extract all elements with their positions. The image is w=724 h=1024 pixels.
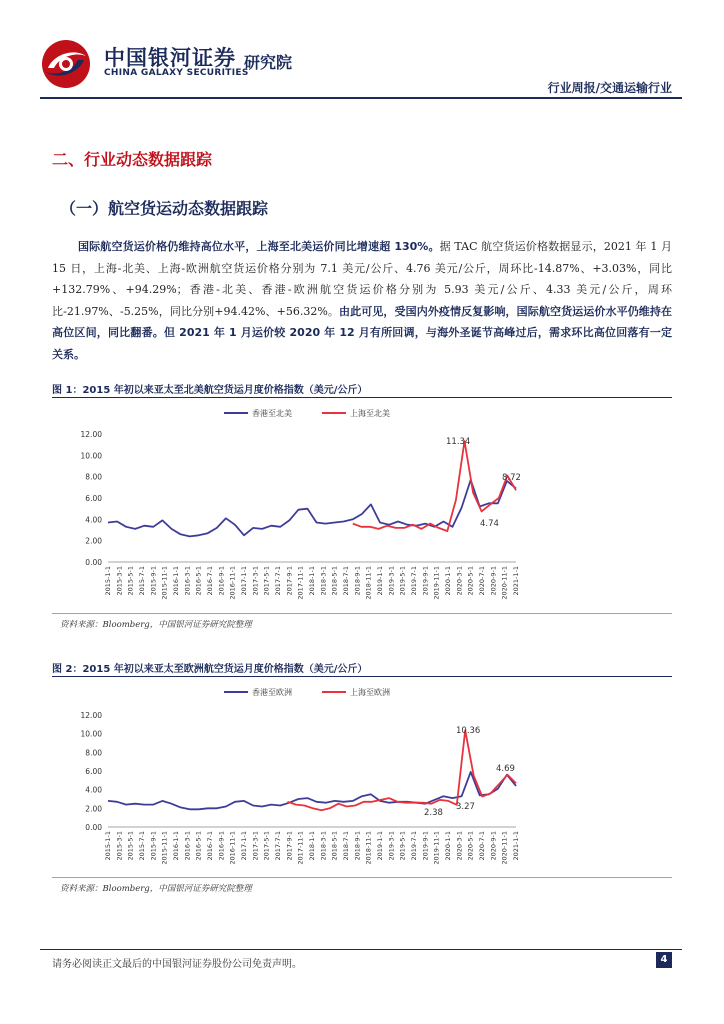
x-tick-label: 2019-3-1 [387, 831, 396, 861]
x-tick-label: 2018-9-1 [353, 831, 362, 861]
x-tick-label: 2017-3-1 [251, 831, 260, 861]
x-tick-label: 2020-1-1 [444, 831, 452, 861]
x-tick-label: 2015-11-1 [160, 566, 169, 600]
body-paragraph [52, 236, 672, 365]
x-tick-label: 2019-7-1 [410, 831, 418, 861]
x-tick-label: 2020-5-1 [466, 831, 475, 861]
x-tick-label: 2017-11-1 [296, 831, 305, 865]
x-tick-label: 2016-7-1 [206, 566, 214, 596]
x-tick-label: 2018-5-1 [330, 566, 339, 596]
x-tick-label: 2015-7-1 [138, 566, 146, 596]
x-tick-label: 2015-11-1 [160, 831, 169, 865]
data-label: 2.38 [424, 808, 443, 818]
x-tick-label: 2019-1-1 [376, 831, 384, 861]
x-tick-label: 2018-3-1 [319, 566, 328, 596]
x-tick-label: 2019-5-1 [398, 566, 407, 596]
x-tick-label: 2015-7-1 [138, 831, 146, 861]
data-label: 11.34 [446, 437, 471, 447]
x-tick-label: 2020-11-1 [500, 566, 509, 600]
legend-label: 上海至北美 [350, 409, 390, 418]
x-tick-label: 2017-9-1 [285, 566, 294, 596]
footer-disclaimer: 请务必阅读正文最后的中国银河证券股份公司免责声明。 [52, 959, 302, 970]
x-tick-label: 2016-3-1 [183, 831, 192, 861]
y-tick-label: 2.00 [85, 804, 102, 814]
x-tick-label: 2020-9-1 [489, 566, 498, 596]
y-tick-label: 4.00 [85, 785, 102, 795]
x-tick-label: 2016-7-1 [206, 831, 214, 861]
section-title: 二、行业动态数据跟踪 [52, 150, 213, 169]
x-tick-label: 2015-5-1 [126, 831, 135, 861]
x-tick-label: 2019-5-1 [398, 831, 407, 861]
y-tick-label: 4.00 [85, 515, 102, 525]
y-tick-label: 10.00 [80, 451, 102, 461]
figure1-source: 资料来源：Bloomberg，中国银河证券研究院整理 [60, 620, 252, 630]
page-number: 4 [656, 952, 672, 968]
figure1-top-rule [52, 397, 672, 398]
logo-institute: 研究院 [244, 53, 293, 72]
x-tick-label: 2019-3-1 [387, 566, 396, 596]
logo-english-name: CHINA GALAXY SECURITIES [104, 68, 249, 78]
x-tick-label: 2017-5-1 [262, 831, 271, 861]
x-tick-label: 2018-11-1 [364, 831, 373, 865]
x-tick-label: 2015-5-1 [126, 566, 135, 596]
paragraph-body: 据 TAC 航空货运价格数据显示，2021 年 1 月 15 日，上海-北美、上海-欧洲航空货运价格分别为 7.1 美元/公斤、4.76 美元/公斤，周环比-14.87%、+3.03%，同比+132.79%、+94.29%；香港-北美、香港-欧洲航空货运价格分别为 5.93 美元/公斤、4.33 美元/公斤，周环比-21.97%、-5.25%，同比分别+94.42%、+56.32%。 [52, 240, 672, 318]
chart-asia-north-america [52, 400, 672, 610]
data-label: 4.74 [480, 519, 499, 529]
data-label: 4.69 [496, 764, 515, 774]
x-tick-label: 2018-5-1 [330, 831, 339, 861]
figure2-source: 资料来源：Bloomberg，中国银河证券研究院整理 [60, 884, 252, 894]
x-tick-label: 2017-9-1 [285, 831, 294, 861]
x-tick-label: 2019-7-1 [410, 566, 418, 596]
figure1-caption: 图 1：2015 年初以来亚太至北美航空货运月度价格指数（美元/公斤） [52, 385, 368, 396]
footer-divider [40, 949, 682, 950]
page-header [0, 0, 724, 100]
y-tick-label: 6.00 [85, 494, 102, 503]
figure2-top-rule [52, 676, 672, 677]
x-tick-label: 2017-7-1 [274, 566, 282, 596]
x-tick-label: 2020-3-1 [455, 566, 464, 596]
x-tick-label: 2016-11-1 [228, 831, 237, 865]
y-tick-label: 10.00 [80, 729, 102, 739]
series-line [288, 730, 517, 810]
x-tick-label: 2017-3-1 [251, 566, 260, 596]
x-tick-label: 2020-7-1 [478, 566, 486, 596]
figure1-bottom-rule [52, 613, 672, 614]
x-tick-label: 2018-7-1 [342, 566, 350, 596]
legend-label: 上海至欧洲 [350, 688, 390, 697]
x-tick-label: 2021-1-1 [512, 831, 520, 861]
x-tick-label: 2018-11-1 [364, 566, 373, 600]
paragraph-lead: 国际航空货运价格仍维持高位水平，上海至北美运价同比增速超 130%。 [78, 240, 440, 253]
x-tick-label: 2017-7-1 [274, 831, 282, 861]
data-label: 3.27 [456, 802, 475, 812]
legend-label: 香港至北美 [252, 409, 292, 418]
x-tick-label: 2015-3-1 [115, 831, 124, 861]
legend-label: 香港至欧洲 [252, 688, 292, 697]
y-tick-label: 0.00 [85, 558, 102, 567]
x-tick-label: 2020-7-1 [478, 831, 486, 861]
x-tick-label: 2018-9-1 [353, 566, 362, 596]
x-tick-label: 2016-11-1 [228, 566, 237, 600]
figure2-bottom-rule [52, 877, 672, 878]
x-tick-label: 2018-1-1 [308, 831, 316, 861]
x-tick-label: 2015-3-1 [115, 566, 124, 596]
x-tick-label: 2021-1-1 [512, 566, 520, 596]
x-tick-label: 2015-1-1 [104, 831, 112, 861]
x-tick-label: 2016-1-1 [172, 831, 180, 861]
x-tick-label: 2017-1-1 [240, 831, 248, 861]
header-divider [40, 97, 682, 99]
x-tick-label: 2019-9-1 [421, 831, 430, 861]
x-tick-label: 2020-1-1 [444, 566, 452, 596]
data-label: 8.72 [502, 473, 521, 483]
x-tick-label: 2017-5-1 [262, 566, 271, 596]
y-tick-label: 8.00 [85, 472, 102, 482]
y-tick-label: 12.00 [80, 711, 102, 720]
y-tick-label: 8.00 [85, 748, 102, 758]
y-tick-label: 12.00 [80, 430, 102, 439]
logo-chinese-name: 中国银河证券 [104, 46, 236, 70]
x-tick-label: 2015-1-1 [104, 566, 112, 596]
report-type: 行业周报/交通运输行业 [547, 81, 672, 95]
y-tick-label: 6.00 [85, 767, 102, 776]
x-tick-label: 2020-9-1 [489, 831, 498, 861]
data-label: 10.36 [456, 726, 481, 736]
x-tick-label: 2018-3-1 [319, 831, 328, 861]
x-tick-label: 2020-3-1 [455, 831, 464, 861]
x-tick-label: 2015-9-1 [149, 831, 158, 861]
figure2-caption: 图 2：2015 年初以来亚太至欧洲航空货运月度价格指数（美元/公斤） [52, 664, 368, 675]
series-line [108, 480, 516, 537]
x-tick-label: 2020-5-1 [466, 566, 475, 596]
x-tick-label: 2019-9-1 [421, 566, 430, 596]
x-tick-label: 2016-5-1 [194, 566, 203, 596]
x-tick-label: 2016-9-1 [217, 831, 226, 861]
x-tick-label: 2018-7-1 [342, 831, 350, 861]
x-tick-label: 2018-1-1 [308, 566, 316, 596]
x-tick-label: 2015-9-1 [149, 566, 158, 596]
paragraph-conclusion: 由此可见，受国内外疫情反复影响，国际航空货运运价水平仍维持在高位区间，同比翻番。但 2021 年 1 月运价较 2020 年 12 月有所回调，与海外圣诞节高峰过后，需求环比高位回落有一定关系。 [52, 304, 673, 361]
x-tick-label: 2019-11-1 [432, 831, 441, 865]
y-tick-label: 2.00 [85, 536, 102, 546]
x-tick-label: 2017-11-1 [296, 566, 305, 600]
x-tick-label: 2016-3-1 [183, 566, 192, 596]
x-tick-label: 2016-5-1 [194, 831, 203, 861]
x-tick-label: 2016-1-1 [172, 566, 180, 596]
y-tick-label: 0.00 [85, 823, 102, 832]
chart-asia-europe [52, 679, 672, 875]
x-tick-label: 2019-1-1 [376, 566, 384, 596]
galaxy-logo-icon [40, 38, 92, 90]
x-tick-label: 2017-1-1 [240, 566, 248, 596]
x-tick-label: 2019-11-1 [432, 566, 441, 600]
subsection-title: （一）航空货运动态数据跟踪 [60, 199, 269, 218]
x-tick-label: 2016-9-1 [217, 566, 226, 596]
x-tick-label: 2020-11-1 [500, 831, 509, 865]
